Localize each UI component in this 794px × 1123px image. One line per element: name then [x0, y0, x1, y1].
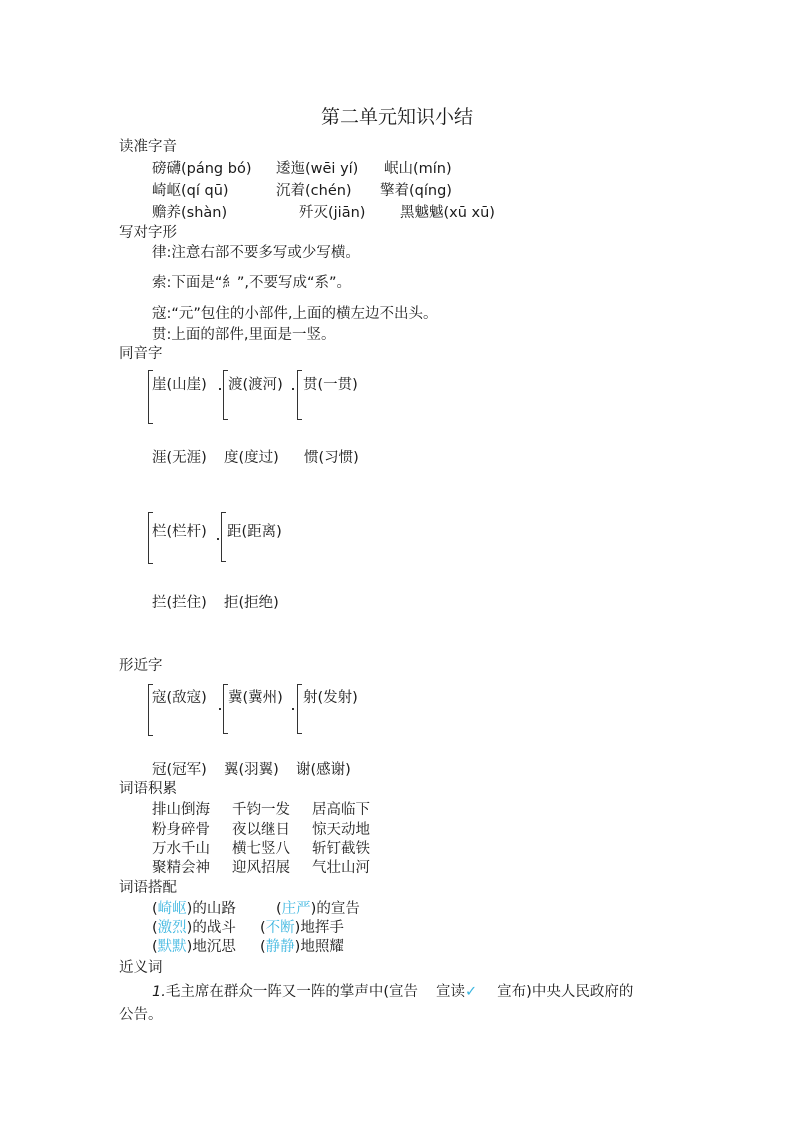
idiom: 聚精会神: [152, 860, 210, 876]
collocation-rest: 地挥手: [300, 920, 344, 936]
word-bottom: 惯(习惯): [304, 450, 359, 466]
idiom: 夜以继日: [232, 822, 290, 838]
bracket: [297, 684, 302, 734]
heading-glyphs: 写对字形: [119, 225, 177, 241]
word-bottom: 冠(冠军): [152, 762, 207, 778]
idiom: 粉身碎骨: [152, 822, 210, 838]
bracket: [221, 512, 226, 562]
idiom: 万水千山: [152, 841, 210, 857]
heading-vocabulary: 词语积累: [119, 781, 177, 797]
heading-synonyms: 近义词: [119, 960, 163, 976]
page-title: 第二单元知识小结: [320, 106, 473, 128]
pron-item: 崎岖(qí qū): [152, 183, 229, 199]
collocation-rest: 的战斗: [192, 920, 236, 936]
idiom: 惊天动地: [312, 822, 370, 838]
heading-collocations: 词语搭配: [119, 880, 177, 896]
word-top: 贯(一贯): [303, 377, 358, 393]
word-top: 寇(敌寇): [152, 690, 207, 706]
bracket-tick: [219, 708, 221, 710]
bracket-tick: [217, 538, 219, 540]
bracket: [297, 370, 302, 420]
synonym-question: [152, 985, 633, 1000]
word-top: 距(距离): [227, 524, 282, 540]
glyph-note: 律:注意右部不要多写或少写横。: [152, 245, 360, 261]
collocation: (默默)地沉思: [152, 939, 236, 955]
answer-word: 不断: [265, 920, 295, 936]
collocation: (静静)地照耀: [260, 939, 344, 955]
word-top: 冀(冀州): [228, 690, 283, 706]
idiom: 迎风招展: [232, 860, 290, 876]
word-top: 崖(山崖): [152, 377, 207, 393]
idiom: 居高临下: [312, 802, 370, 818]
pron-item: 歼灭(jiān): [299, 205, 366, 221]
collocation-rest: 的山路: [192, 901, 236, 917]
glyph-note: 寇:“元”包住的小部件,上面的横左边不出头。: [152, 306, 438, 322]
check-icon: ✓: [465, 984, 478, 1000]
word-bottom: 度(度过): [224, 450, 279, 466]
question-text: 毛主席在群众一阵又一阵的掌声中(宣告: [165, 984, 418, 1000]
glyph-note: 贯:上面的部件,里面是一竖。: [152, 327, 336, 343]
bracket-tick: [292, 388, 294, 390]
word-bottom: 拒(拒绝): [224, 595, 279, 611]
answer-word: 庄严: [281, 901, 311, 917]
collocation-rest: 的宣告: [316, 901, 360, 917]
bracket-tick: [292, 708, 294, 710]
heading-homophones: 同音字: [119, 346, 163, 362]
option-word: 宣读: [436, 984, 465, 1000]
heading-pronunciation: 读准字音: [119, 139, 177, 155]
collocation: (激烈)的战斗: [152, 920, 236, 936]
idiom: 千钧一发: [232, 802, 290, 818]
word-top: 射(发射): [303, 690, 358, 706]
collocation-rest: 地沉思: [192, 939, 236, 955]
collocation: (庄严)的宣告: [276, 901, 360, 917]
word-bottom: 涯(无涯): [152, 450, 207, 466]
pron-item: 擎着(qíng): [380, 183, 452, 199]
collocation-rest: 地照耀: [300, 939, 344, 955]
collocation: (崎岖)的山路: [152, 901, 236, 917]
idiom: 排山倒海: [152, 802, 210, 818]
question-continuation: 公告。: [119, 1007, 163, 1023]
word-top: 栏(栏杆): [152, 524, 207, 540]
idiom: 斩钉截铁: [312, 841, 370, 857]
answer-word: 崎岖: [157, 901, 187, 917]
heading-similar-chars: 形近字: [119, 658, 163, 674]
idiom: 气壮山河: [312, 860, 370, 876]
pron-item: 逶迤(wēi yí): [276, 161, 359, 177]
idiom: 横七竖八: [232, 841, 290, 857]
word-bottom: 谢(感谢): [296, 762, 351, 778]
pron-item: 赡养(shàn): [152, 205, 228, 221]
answer-word: 静静: [265, 939, 295, 955]
answer-word: 默默: [157, 939, 187, 955]
pron-item: 黑魆魆(xū xū): [400, 205, 495, 221]
question-number: 1.: [152, 984, 166, 1000]
word-top: 渡(渡河): [228, 377, 283, 393]
pron-item: 沉着(chén): [276, 183, 352, 199]
option-word: 宣布)中央人民政府的: [497, 984, 634, 1000]
bracket-tick: [219, 388, 221, 390]
glyph-note: 索:下面是“糹”,不要写成“系”。: [152, 275, 352, 291]
pron-item: 磅礴(páng bó): [152, 161, 252, 177]
collocation: (不断)地挥手: [260, 920, 344, 936]
answer-word: 激烈: [157, 920, 187, 936]
pron-item: 岷山(mín): [384, 161, 452, 177]
word-bottom: 翼(羽翼): [224, 762, 279, 778]
word-bottom: 拦(拦住): [152, 595, 207, 611]
